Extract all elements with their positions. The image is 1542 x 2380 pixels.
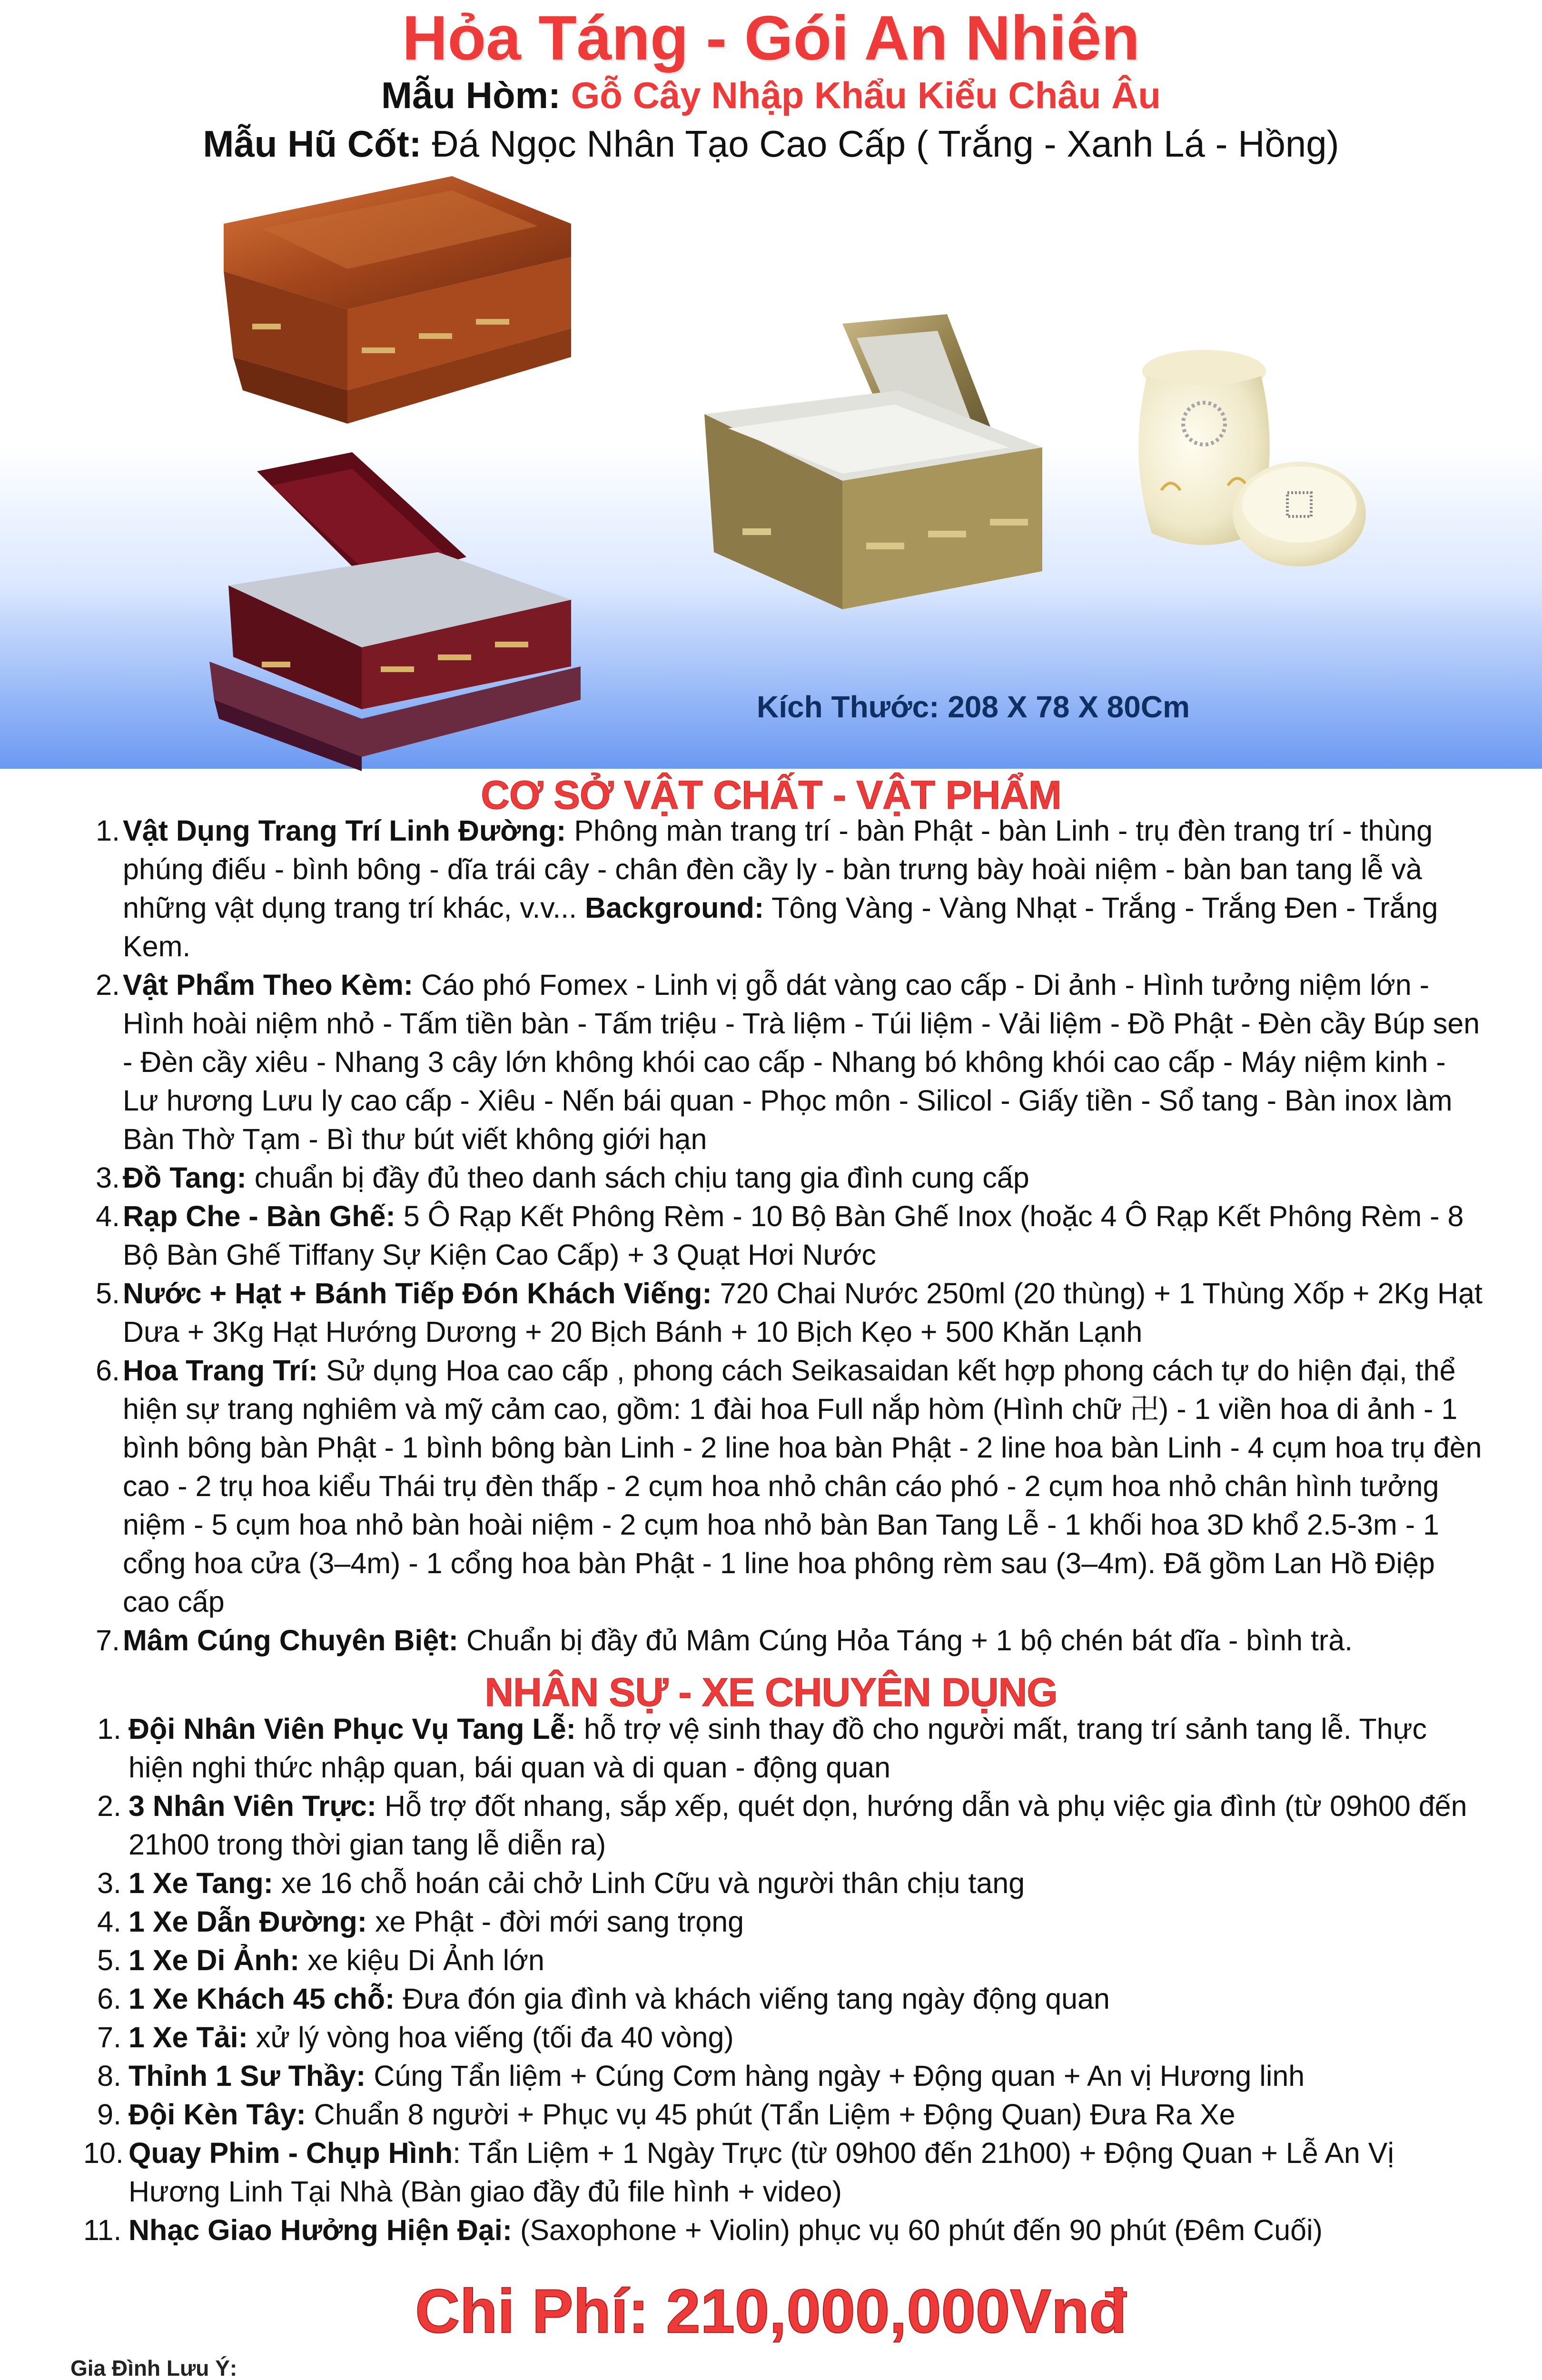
item-number: 8. [97, 2060, 121, 2092]
item-number: 3. [96, 1161, 120, 1194]
dimension-label: Kích Thước: [757, 690, 939, 724]
list-item [83, 2134, 1485, 2211]
item-text: xe Phật - đời mới sang trọng [367, 1905, 744, 1938]
item-text: (Saxophone + Violin) phục vụ 60 phút đến 90 phút (Đêm Cuối) [512, 2214, 1323, 2246]
item-key: Nhạc Giao Hưởng Hiện Đại: [128, 2214, 513, 2246]
brown-coffin-image [205, 167, 576, 433]
item-text: 720 Chai Nước 250ml (20 thùng) + 1 Thùng Xốp + 2Kg Hạt Dưa + 3Kg Hạt Hướng Dương + 20 Bịch Bánh + 10 Bịch Kẹo + 500 Khăn Lạnh [123, 1277, 1483, 1348]
gold-coffin-image [700, 305, 1109, 638]
item-text: : Tẩn Liệm + 1 Ngày Trực (từ 09h00 đến 21h00) + Động Quan + Lễ An Vị Hương Linh Tại Nhà (Bàn giao đầy đủ file hình + video) [128, 2137, 1394, 2208]
list-item [83, 2211, 1485, 2250]
staff-vehicles-section-title: NHÂN SỰ - XE CHUYÊN DỤNG [484, 1670, 1058, 1715]
item-key: Vật Dụng Trang Trí Linh Đường: [123, 814, 566, 847]
item-text: Cúng Tẩn liệm + Cúng Cơm hàng ngày + Động quan + An vị Hương linh [366, 2060, 1305, 2092]
item-number: 6. [97, 1983, 121, 2015]
item-key: Thỉnh 1 Sư Thầy: [128, 2060, 366, 2092]
item-text: chuẩn bị đầy đủ theo danh sách chịu tang gia đình cung cấp [246, 1161, 1029, 1194]
item-number: 7. [97, 2021, 121, 2053]
item-key: Đồ Tang: [123, 1161, 247, 1194]
item-key: Quay Phim - Chụp Hình [128, 2137, 453, 2169]
item-key: 3 Nhân Viên Trực: [128, 1790, 377, 1822]
list-item [97, 2095, 1485, 2134]
item-number: 5. [97, 1944, 121, 1976]
list-item [96, 1274, 1484, 1351]
item-number: 11. [83, 2214, 122, 2246]
page-title: Hỏa Táng - Gói An Nhiên [402, 3, 1140, 73]
dimension-value: 208 X 78 X 80Cm [948, 690, 1190, 724]
list-item [96, 1351, 1484, 1621]
item-text: Chuẩn 8 người + Phục vụ 45 phút (Tẩn Liệm + Động Quan) Đưa Ra Xe [306, 2098, 1236, 2131]
dimension-line [757, 689, 1190, 724]
facilities-list [96, 812, 1484, 1660]
item-number: 2. [96, 969, 120, 1001]
coffin-model-value: Gỗ Cây Nhập Khẩu Kiểu Châu Âu [571, 74, 1161, 116]
urn-model-line [0, 120, 1542, 168]
list-item [96, 1621, 1484, 1660]
list-item [97, 1941, 1485, 1980]
item-number: 4. [97, 1905, 121, 1938]
item-text: xe 16 chỗ hoán cải chở Linh Cữu và người thân chịu tang [273, 1867, 1025, 1899]
item-text: xe kiệu Di Ảnh lớn [299, 1944, 544, 1976]
list-item [97, 2018, 1485, 2057]
item-key: Đội Nhân Viên Phục Vụ Tang Lễ: [128, 1713, 576, 1745]
item-text: 5 Ô Rạp Kết Phông Rèm - 10 Bộ Bàn Ghế Inox (hoặc 4 Ô Rạp Kết Phông Rèm - 8 Bộ Bàn Ghế Tiffany Sự Kiện Cao Cấp) + 3 Quạt Hơi Nước [123, 1200, 1464, 1271]
list-item [97, 2057, 1485, 2095]
list-item [97, 1787, 1485, 1864]
item-text: xử lý vòng hoa viếng (tối đa 40 vòng) [247, 2021, 734, 2053]
item-key: 1 Xe Di Ảnh: [128, 1944, 300, 1976]
item-text: Chuẩn bị đầy đủ Mâm Cúng Hỏa Táng + 1 bộ chén bát dĩa - bình trà. [458, 1624, 1353, 1656]
facilities-section-title: CƠ SỞ VẬT CHẤT - VẬT PHẨM [481, 773, 1061, 817]
hero-banner [0, 0, 1542, 769]
notes-heading: Gia Đình Lưu Ý: [70, 2356, 237, 2380]
item-number: 3. [97, 1867, 121, 1899]
list-item [96, 1159, 1484, 1197]
item-number: 10. [83, 2137, 124, 2169]
urn-model-label: Mẫu Hũ Cốt: [203, 123, 422, 165]
item-text: Sử dụng Hoa cao cấp , phong cách Seikasaidan kết hợp phong cách tự do hiện đại, thể hiện sự trang nghiêm và mỹ cảm cao, gồm: 1 đài hoa Full nắp hòm (Hình chữ 卍) - 1 viền hoa di ảnh - 1 bình bông bàn Phật - 1 bình bông bàn Linh - 2 line hoa bàn Phật - 2 line hoa bàn Linh - 4 cụm hoa trụ đèn cao - 2 trụ hoa kiểu Thái trụ đèn thấp - 2 cụm hoa nhỏ chân cáo phó - 2 cụm hoa nhỏ chân hình tưởng niệm - 5 cụm hoa nhỏ bàn hoài niệm - 2 cụm hoa nhỏ bàn Ban Tang Lễ - 1 khối hoa 3D khổ 2.5-3m - 1 cổng hoa cửa (3–4m) - 1 cổng hoa bàn Phật - 1 line hoa phông rèm sau (3–4m). Đã gồm Lan Hồ Điệp cao cấp [123, 1354, 1482, 1618]
item-key: Rạp Che - Bàn Ghế: [123, 1200, 395, 1232]
item-number: 9. [97, 2098, 121, 2131]
staff-vehicles-list [83, 1710, 1485, 2250]
total-cost: Chi Phí: 210,000,000Vnđ [415, 2276, 1127, 2346]
item-text: Hỗ trợ đốt nhang, sắp xếp, quét dọn, hướng dẫn và phụ việc gia đình (từ 09h00 đến 21h00 trong thời gian tang lễ diễn ra) [128, 1790, 1467, 1861]
item-key: Vật Phẩm Theo Kèm: [123, 969, 414, 1001]
list-item [97, 1864, 1485, 1903]
list-item [96, 1197, 1484, 1274]
item-number: 1. [97, 1713, 121, 1745]
item-key: 1 Xe Tải: [128, 2021, 248, 2053]
urn-model-value: Đá Ngọc Nhân Tạo Cao Cấp ( Trắng - Xanh Lá - Hồng) [432, 123, 1339, 165]
item-number: 4. [96, 1200, 120, 1232]
item-number: 5. [96, 1277, 120, 1309]
item-number: 6. [96, 1354, 120, 1387]
list-item [97, 1980, 1485, 2018]
list-item [96, 966, 1484, 1159]
item-key: 1 Xe Dẫn Đường: [128, 1905, 367, 1938]
item-key: Mâm Cúng Chuyên Biệt: [123, 1624, 458, 1656]
coffin-model-line [0, 71, 1542, 119]
coffin-model-label: Mẫu Hòm: [381, 74, 561, 116]
item-key: 1 Xe Khách 45 chỗ: [128, 1983, 395, 2015]
item-number: 2. [97, 1790, 121, 1822]
item-text: Phông màn trang trí - bàn Phật - bàn Linh - trụ đèn trang trí - thùng phúng điếu - bình bông - dĩa trái cây - chân đèn cầy ly - bàn trưng bày hoài niệm - bàn ban tang lễ và những vật dụng trang trí khác, v.v... [123, 814, 1433, 924]
red-coffin-image [200, 443, 590, 776]
list-item [97, 1903, 1485, 1941]
list-item [96, 812, 1484, 966]
family-notes [70, 2354, 1479, 2380]
item-number: 7. [96, 1624, 120, 1656]
item-key: Hoa Trang Trí: [123, 1354, 318, 1387]
item-key: 1 Xe Tang: [128, 1867, 273, 1899]
item-text: Cáo phó Fomex - Linh vị gỗ dát vàng cao cấp - Di ảnh - Hình tưởng niệm lớn - Hình hoài niệm nhỏ - Tấm tiền bàn - Tấm triệu - Trà liệm - Túi liệm - Vải liệm - Đồ Phật - Đèn cầy Búp sen - Đèn cầy xiêu - Nhang 3 cây lớn không khói cao cấp - Nhang bó không khói cao cấp - Máy niệm kinh - Lư hương Lưu ly cao cấp - Xiêu - Nến bái quan - Phọc môn - Silicol - Giấy tiền - Sổ tang - Bàn inox làm Bàn Thờ Tạm - Bì thư bút viết không giới hạn [123, 969, 1480, 1155]
item-key: Nước + Hạt + Bánh Tiếp Đón Khách Viếng: [123, 1277, 712, 1309]
item-text: Đưa đón gia đình và khách viếng tang ngày động quan [395, 1983, 1110, 2015]
item-text: Tông Vàng - Vàng Nhạt - Trắng - Trắng Đen - Trắng Kem. [123, 892, 1438, 962]
item-key: Background: [577, 892, 764, 924]
list-item [97, 1710, 1485, 1787]
item-text: hỗ trợ vệ sinh thay đồ cho người mất, trang trí sảnh tang lễ. Thực hiện nghi thức nhập quan, bái quan và di quan - động quan [128, 1713, 1427, 1784]
item-key: Đội Kèn Tây: [128, 2098, 306, 2131]
item-number: 1. [96, 814, 120, 847]
stone-urn-image [1109, 333, 1375, 600]
